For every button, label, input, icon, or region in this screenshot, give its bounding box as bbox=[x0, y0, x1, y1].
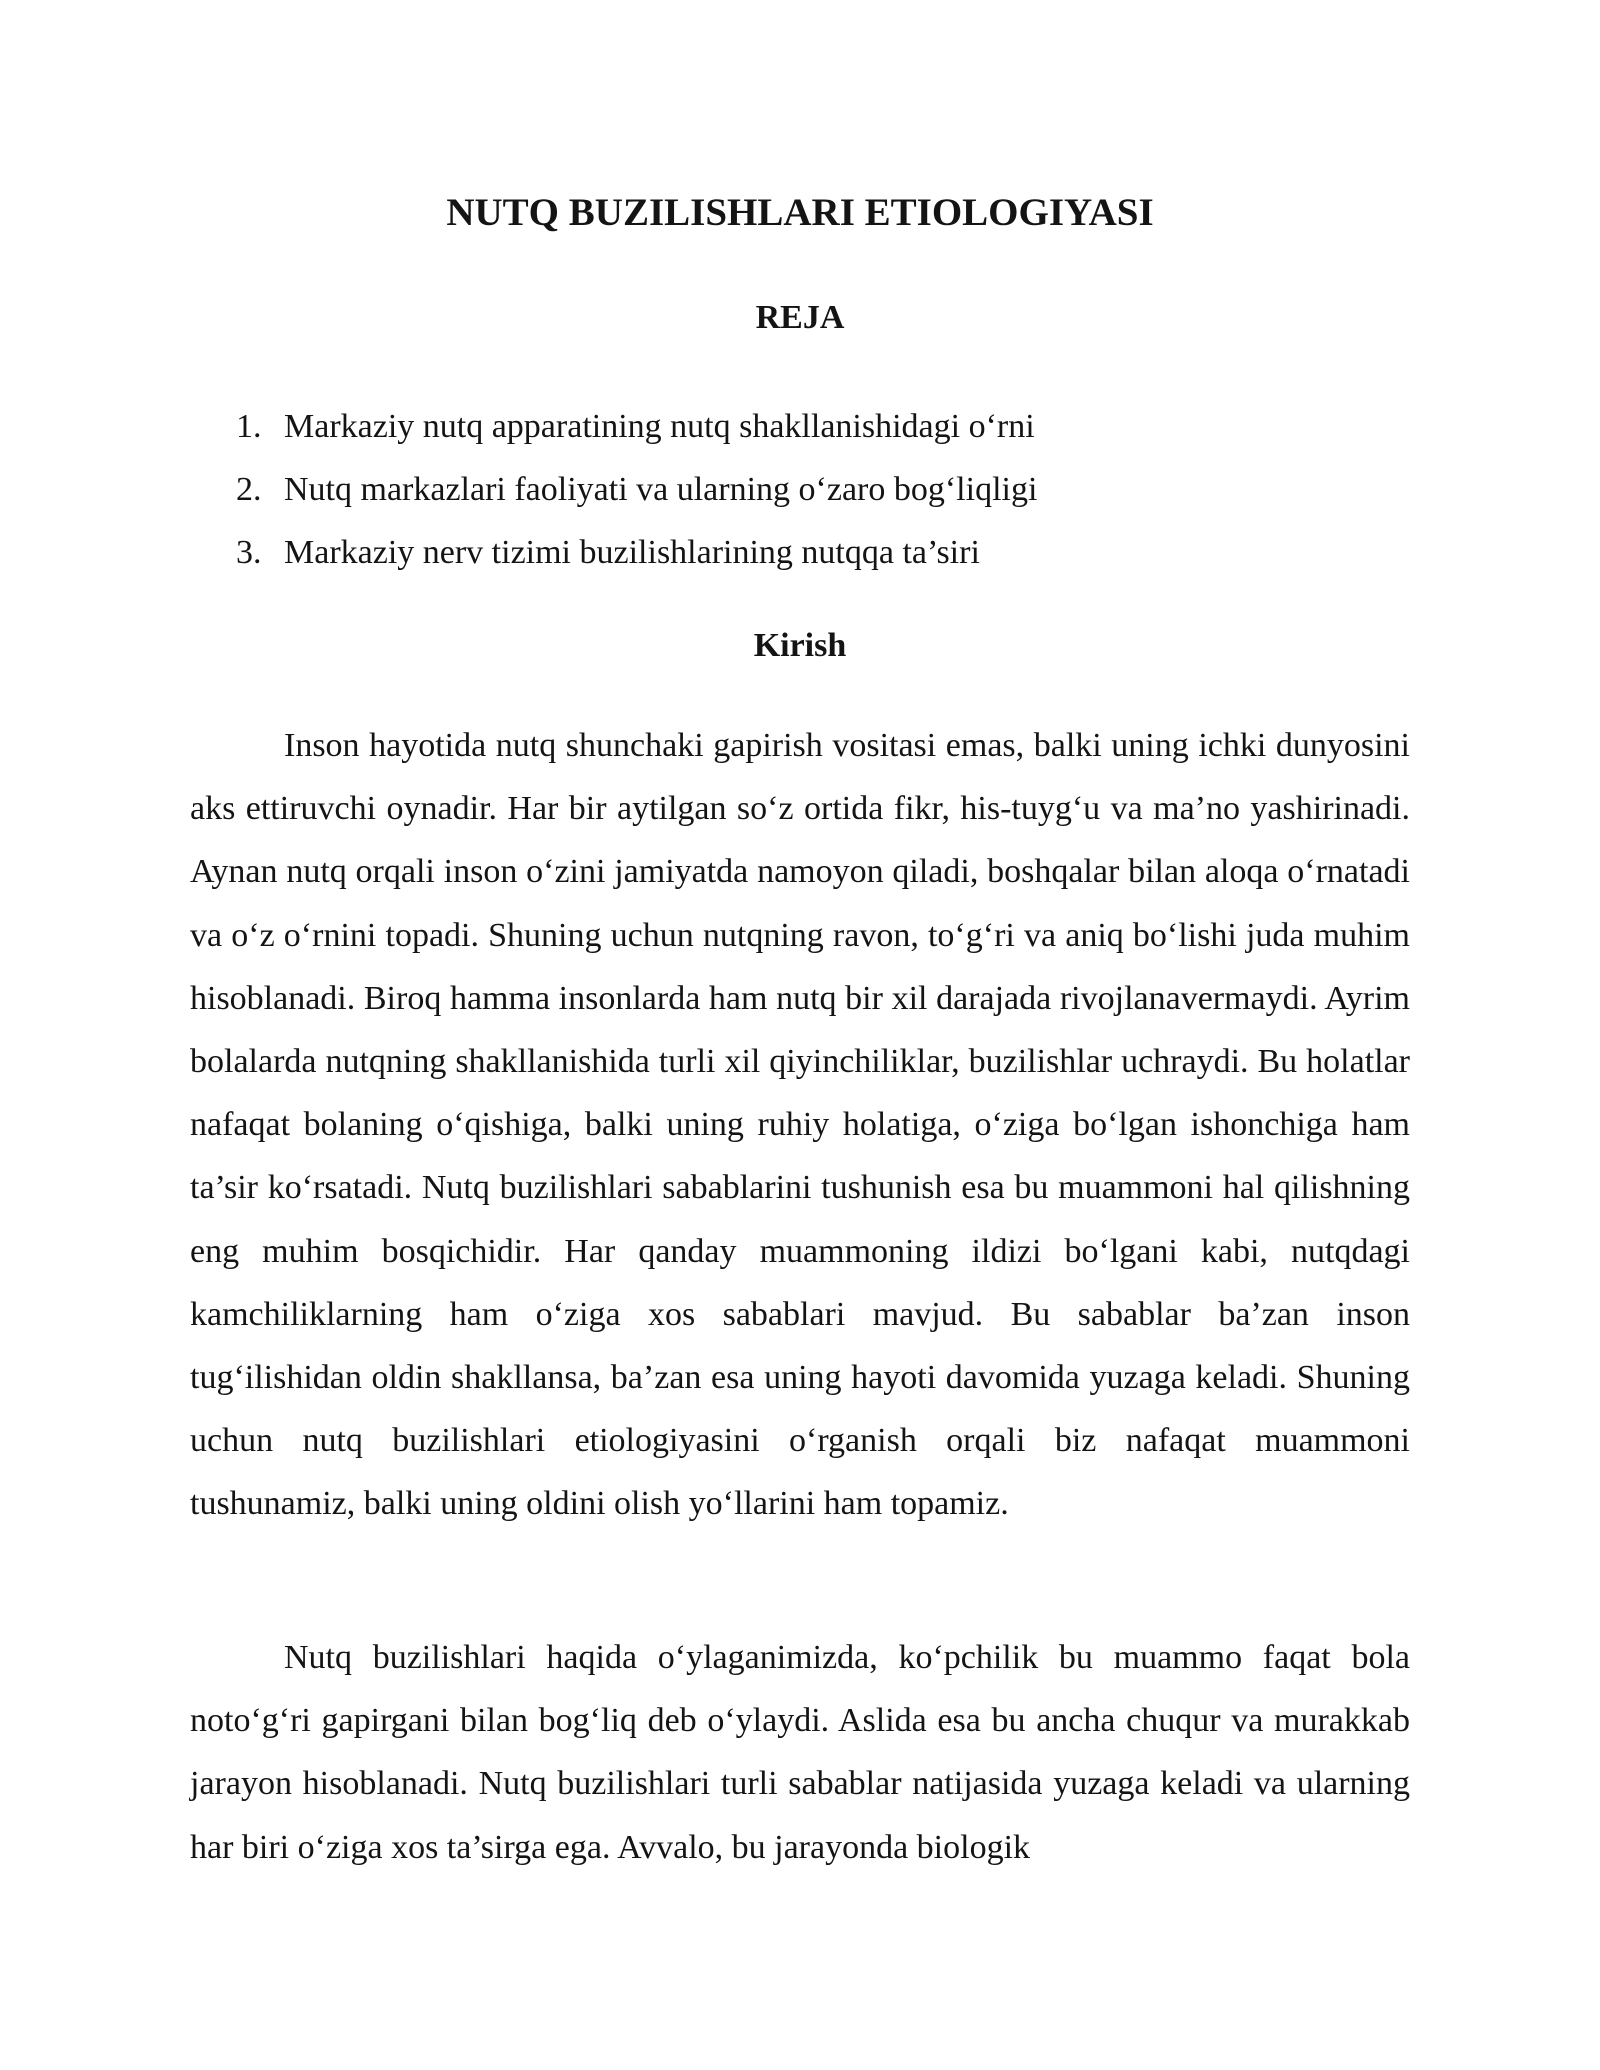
plan-list bbox=[190, 395, 1410, 584]
plan-item-number: 1. bbox=[236, 408, 262, 445]
body-paragraph: Nutq buzilishlari haqida o‘ylaganimizda, ko‘pchilik bu muammo faqat bola noto‘g‘ri gapirgani bilan bog‘liq deb o‘ylaydi. Aslida esa bu ancha chuqur va murakkab jarayon hisoblanadi. Nutq buzilishlari turli sabablar natijasida yuzaga keladi va ularning har biri o‘ziga xos ta’sirga ega. Avvalo, bu jarayonda biologik bbox=[190, 1639, 1410, 1866]
plan-item-number: 3. bbox=[236, 534, 262, 571]
plan-item bbox=[190, 395, 1410, 458]
plan-item bbox=[190, 458, 1410, 521]
plan-item bbox=[190, 521, 1410, 584]
plan-item-number: 2. bbox=[236, 471, 262, 508]
document-title: NUTQ BUZILISHLARI ETIOLOGIYASI bbox=[446, 191, 1154, 234]
body-paragraph: Inson hayotida nutq shunchaki gapirish vositasi emas, balki uning ichki dunyosini aks ettiruvchi oynadir. Har bir aytilgan so‘z ortida fikr, his-tuyg‘u va ma’no yashirinadi. Aynan nutq orqali inson o‘zini jamiyatda namoyon qiladi, boshqalar bilan aloqa o‘rnatadi va o‘z o‘rnini topadi. Shuning uchun nutqning ravon, to‘g‘ri va aniq bo‘lishi juda muhim hisoblanadi. Biroq hamma insonlarda ham nutq bir xil darajada rivojlanavermaydi. Ayrim bolalarda nutqning shakllanishida turli xil qiyinchiliklar, buzilishlar uchraydi. Bu holatlar nafaqat bolaning o‘qishiga, balki uning ruhiy holatiga, o‘ziga bo‘lgan ishonchiga ham ta’sir ko‘rsatadi. Nutq buzilishlari sabablarini tushunish esa bu muammoni hal qilishning eng muhim bosqichidir. Har qanday muammoning ildizi bo‘lgani kabi, nutqdagi kamchiliklarning ham o‘ziga xos sabablari mavjud. Bu sabablar ba’zan inson tug‘ilishidan oldin shakllansa, ba’zan esa uning hayoti davomida yuzaga keladi. Shuning uchun nutq buzilishlari etiologiyasini o‘rganish orqali biz nafaqat muammoni tushunamiz, balki uning oldini olish yo‘llarini ham topamiz. bbox=[190, 727, 1410, 1523]
plan-heading: REJA bbox=[755, 299, 845, 336]
plan-item-text: Nutq markazlari faoliyati va ularning o‘zaro bog‘liqligi bbox=[284, 471, 1038, 508]
plan-item-text: Markaziy nutq apparatining nutq shakllanishidagi o‘rni bbox=[284, 408, 1035, 445]
section-heading-kirish: Kirish bbox=[753, 627, 847, 664]
plan-item-text: Markaziy nerv tizimi buzilishlarining nutqqa ta’siri bbox=[284, 534, 980, 571]
